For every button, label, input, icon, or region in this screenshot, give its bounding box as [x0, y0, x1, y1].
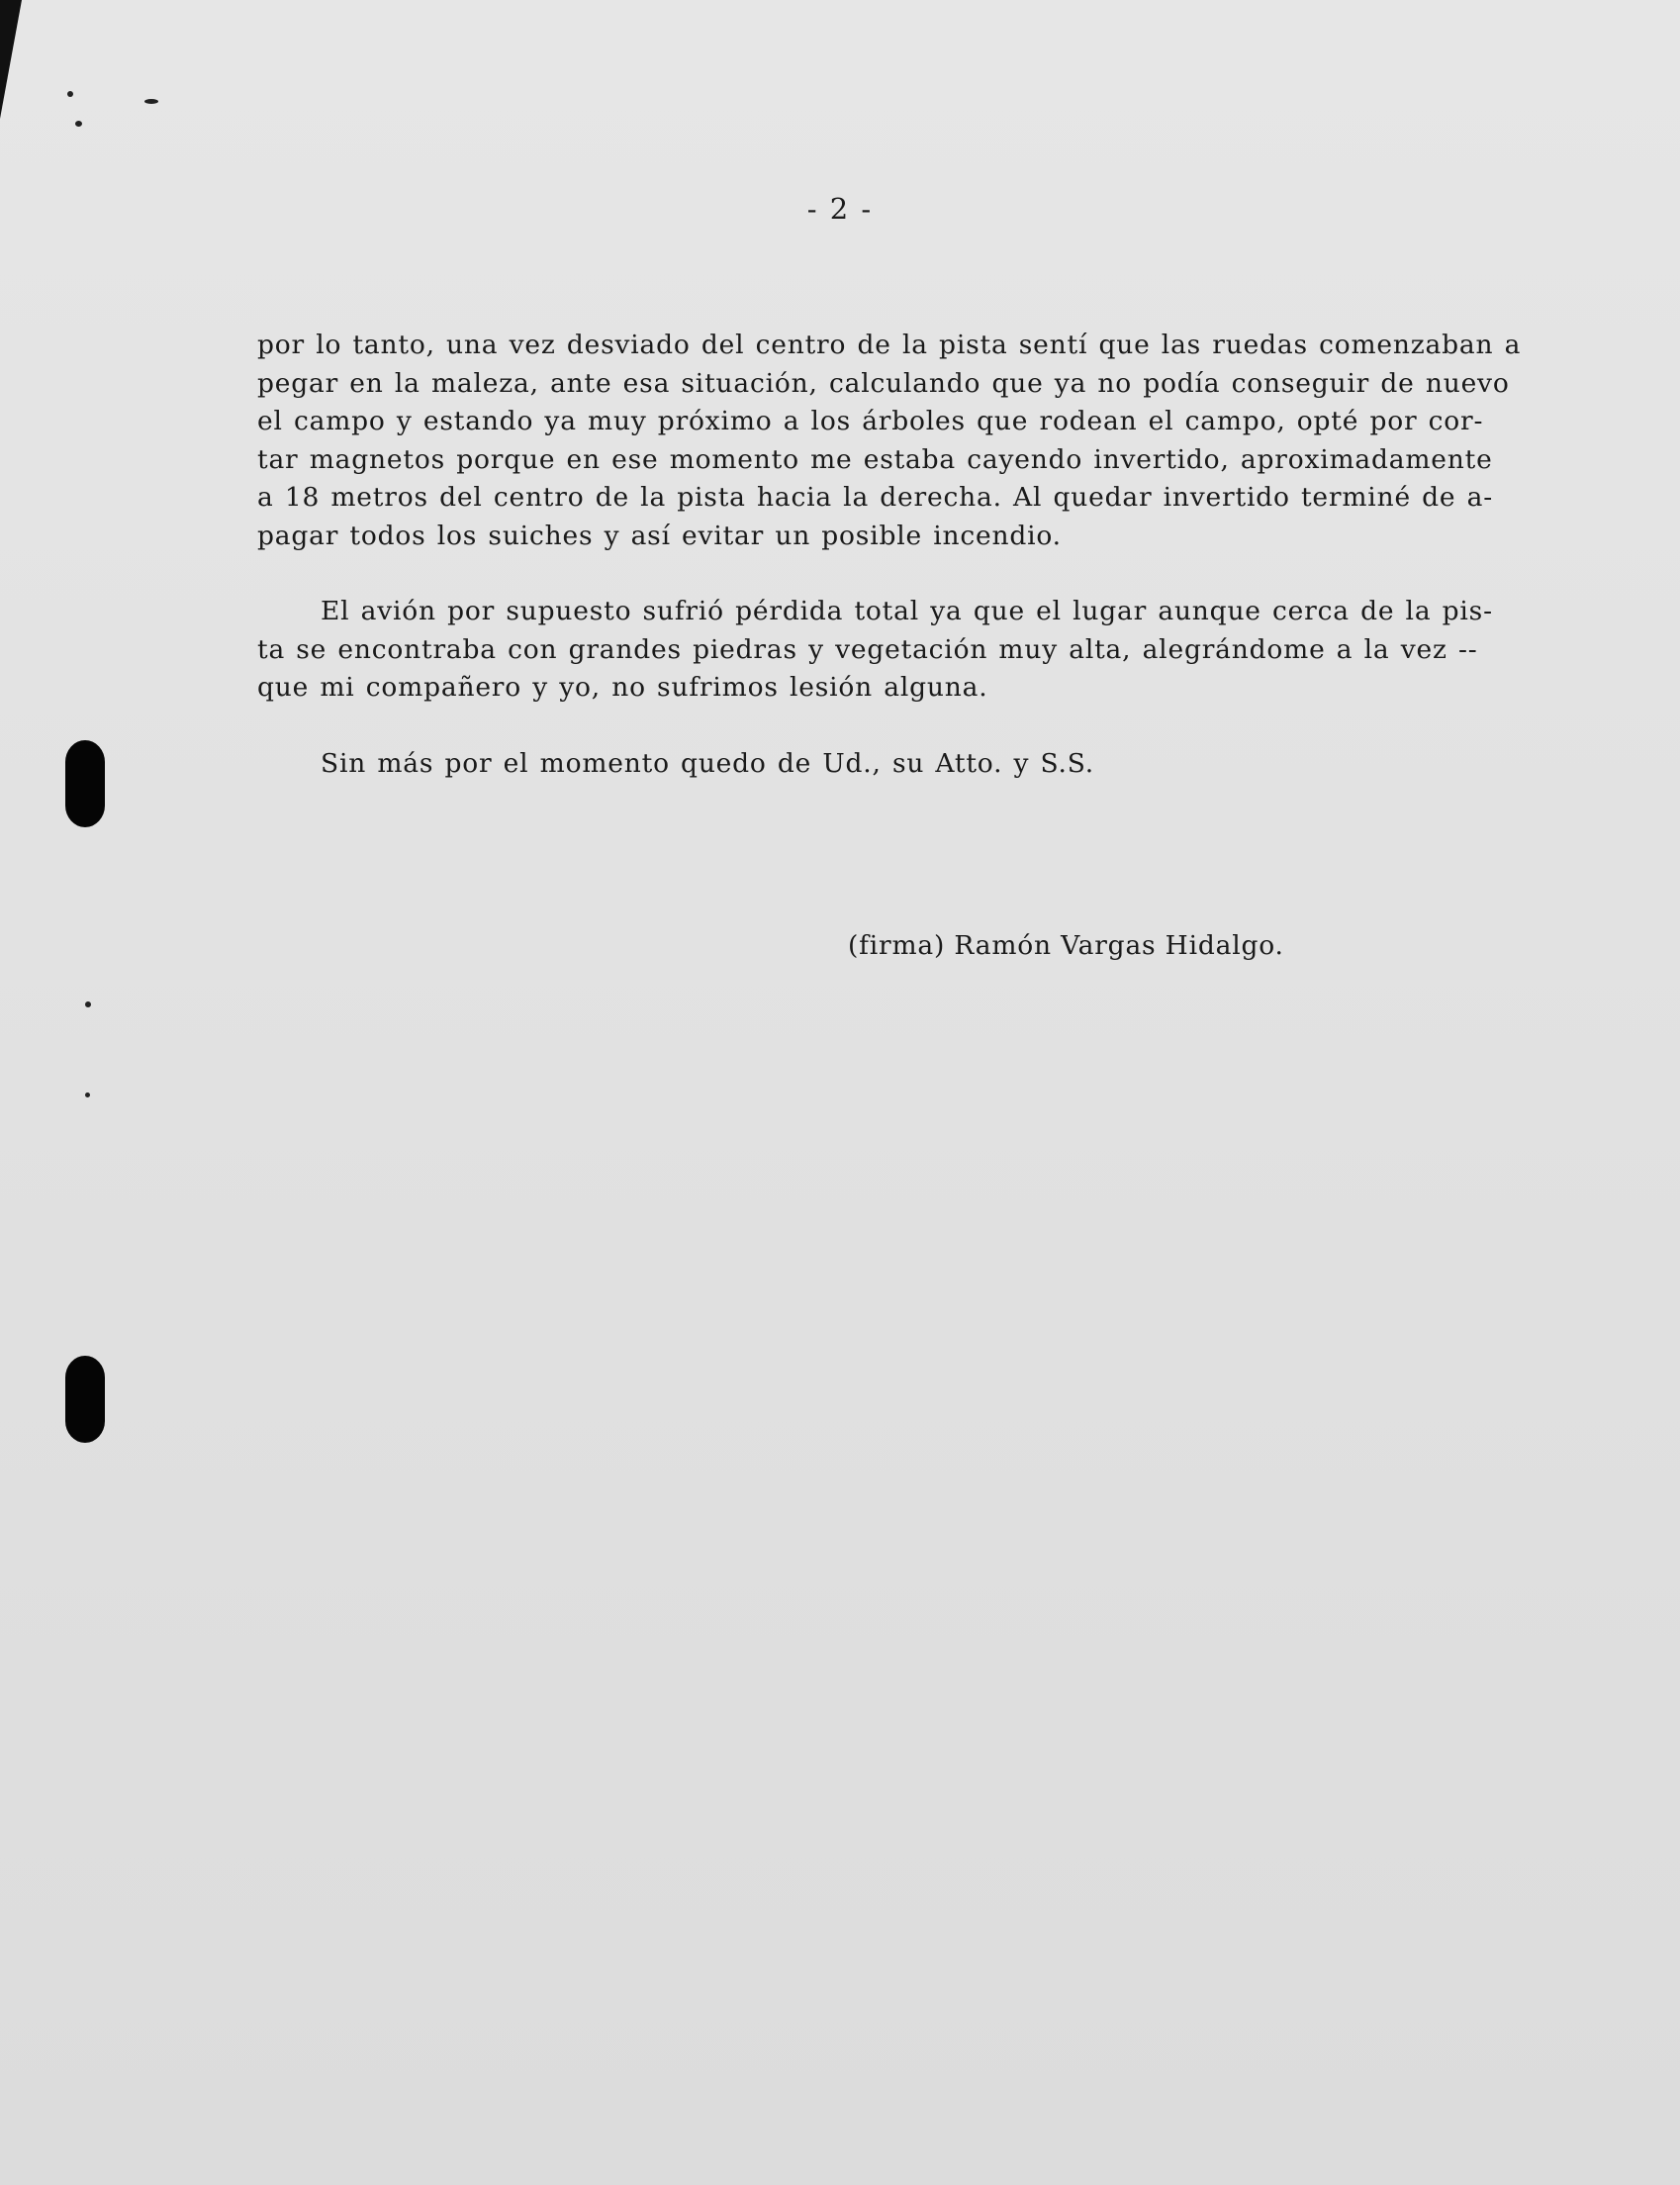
text-line: el campo y estando ya muy próximo a los árboles que rodean el campo, opté por cor-: [257, 406, 1484, 436]
punch-hole-bottom: [65, 1356, 105, 1443]
text-line: por lo tanto, una vez desviado del centro de la pista sentí que las ruedas comenzaban a: [257, 330, 1522, 360]
letter-body: [257, 327, 1543, 820]
punch-hole-top: [65, 740, 105, 827]
paragraph-3-closing: [257, 745, 1543, 784]
text-line: tar magnetos porque en ese momento me estaba cayendo invertido, aproximadamente: [257, 443, 1493, 475]
signature-line: (firma) Ramón Vargas Hidalgo.: [848, 930, 1284, 961]
scan-speck: [85, 1092, 90, 1097]
text-line: que mi compañero y yo, no sufrimos lesión alguna.: [257, 672, 988, 703]
scan-speck: [144, 99, 158, 104]
paragraph-1: [257, 327, 1543, 555]
scan-speck: [85, 1001, 91, 1007]
text-line: ta se encontraba con grandes piedras y vegetación muy alta, alegrándome a la vez --: [257, 633, 1478, 665]
text-line: Sin más por el momento quedo de Ud., su Atto. y S.S.: [321, 747, 1094, 779]
text-line: pegar en la maleza, ante esa situación, calculando que ya no podía conseguir de nuevo: [257, 367, 1510, 399]
scan-speck: [75, 121, 82, 127]
text-line: a 18 metros del centro de la pista hacia la derecha. Al quedar invertido terminé de a-: [257, 482, 1493, 513]
paragraph-2: [257, 593, 1543, 708]
text-line: El avión por supuesto sufrió pérdida total ya que el lugar aunque cerca de la pis-: [321, 596, 1493, 626]
scan-speck: [67, 91, 73, 97]
scan-corner-mark: [0, 0, 22, 119]
text-line: pagar todos los suiches y así evitar un posible incendio.: [257, 520, 1062, 551]
page-number: - 2 -: [806, 192, 874, 226]
